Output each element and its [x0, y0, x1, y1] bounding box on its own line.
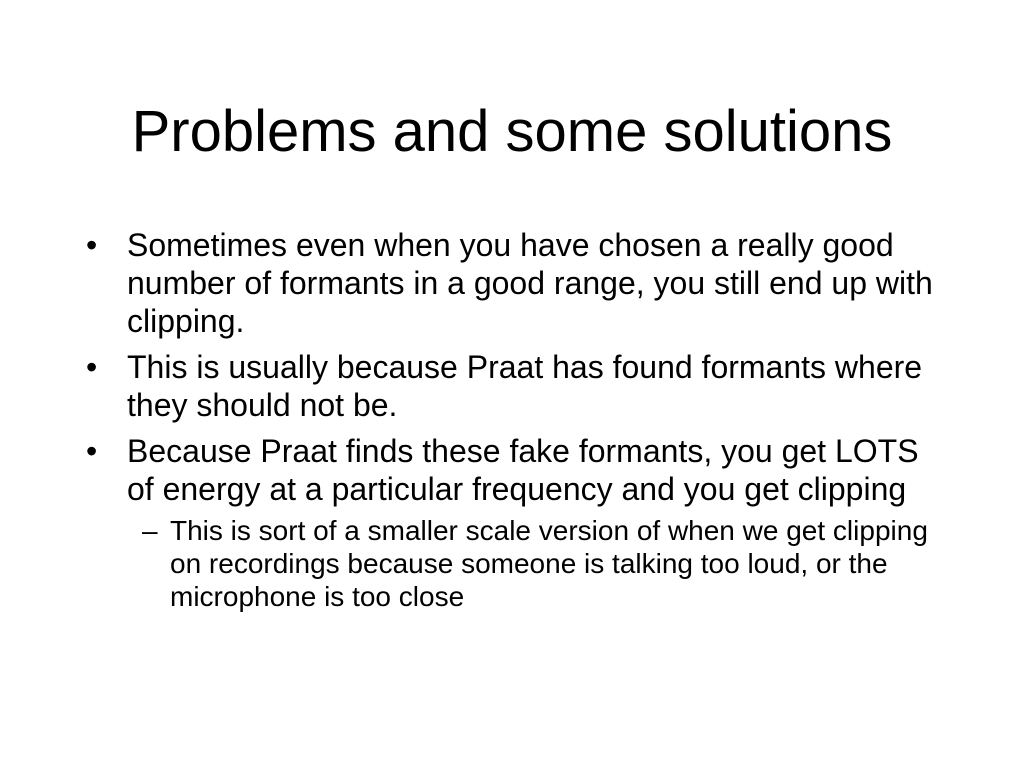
bullet-item [86, 226, 946, 340]
sub-bullet-item [126, 514, 946, 613]
bullet-item [86, 432, 946, 613]
bullet-marker-icon: • [86, 349, 98, 385]
bullet-marker-icon: • [86, 227, 98, 263]
bullet-item [86, 348, 946, 424]
bullet-marker-icon: • [86, 433, 98, 469]
sub-bullet-list [127, 514, 946, 613]
dash-marker-icon: – [142, 515, 158, 546]
bullet-list [86, 226, 946, 621]
sub-bullet-text: This is sort of a smaller scale version of when we get clipping on recordings because someone is talking too loud, or the microphone is too close [170, 515, 928, 612]
bullet-text: Sometimes even when you have chosen a really good number of formants in a good range, you still end up with clipping. [127, 227, 933, 339]
slide-title: Problems and some solutions [131, 99, 893, 164]
bullet-text: Because Praat finds these fake formants, you get LOTS of energy at a particular frequency and you get clipping [127, 433, 919, 507]
bullet-text: This is usually because Praat has found formants where they should not be. [127, 349, 923, 423]
